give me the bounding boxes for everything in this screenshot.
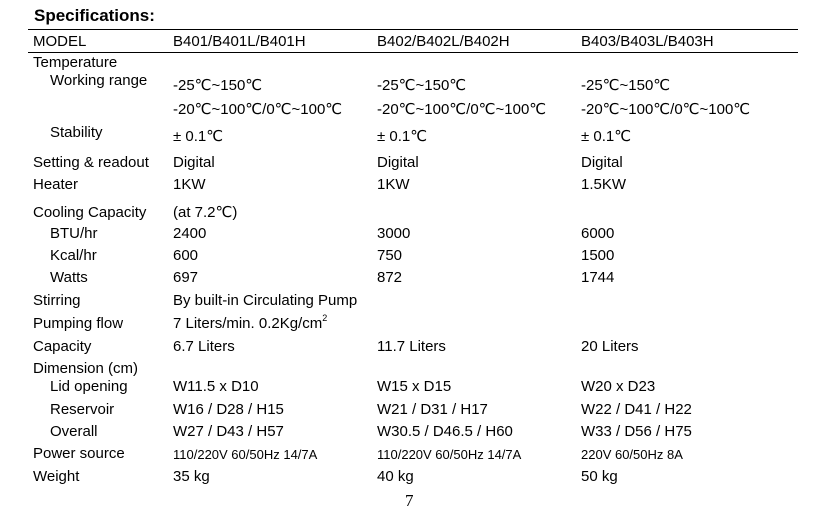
- cooling-capacity-label: Cooling Capacity: [33, 204, 147, 221]
- setting-readout-b403: Digital: [581, 154, 623, 171]
- reservoir-b402: W21 / D31 / H17: [377, 401, 488, 418]
- table-top-rule: [28, 29, 798, 30]
- capacity-b402: 11.7 Liters: [377, 338, 446, 355]
- reservoir-b401: W16 / D28 / H15: [173, 401, 284, 418]
- kcal-b401: 600: [173, 247, 199, 264]
- working-range-b402-line1: -25℃~150℃: [377, 77, 467, 94]
- btu-label: BTU/hr: [50, 225, 98, 242]
- page-number: 7: [405, 491, 414, 510]
- pumping-flow-value: [173, 315, 327, 333]
- heater-b402: 1KW: [377, 176, 410, 193]
- power-source-b403: 220V 60/50Hz 8A: [581, 447, 683, 462]
- setting-readout-b401: Digital: [173, 154, 215, 171]
- power-source-b401: 110/220V 60/50Hz 14/7A: [173, 447, 318, 462]
- power-source-b402: 110/220V 60/50Hz 14/7A: [377, 447, 522, 462]
- weight-b401: 35 kg: [173, 468, 210, 485]
- heater-b403: 1.5KW: [581, 176, 627, 193]
- working-range-b403-line2: -20℃~100℃/0℃~100℃: [581, 101, 751, 118]
- capacity-b403: 20 Liters: [581, 338, 639, 355]
- overall-b402: W30.5 / D46.5 / H60: [377, 423, 513, 440]
- heater-b401: 1KW: [173, 176, 206, 193]
- watts-b401: 697: [173, 269, 199, 286]
- btu-b402: 3000: [377, 225, 411, 242]
- power-source-label: Power source: [33, 445, 125, 462]
- working-range-b401-line1: -25℃~150℃: [173, 77, 263, 94]
- dimension-label: Dimension (cm): [33, 360, 139, 377]
- watts-b403: 1744: [581, 269, 615, 286]
- header-model: MODEL: [33, 33, 87, 50]
- kcal-label: Kcal/hr: [50, 247, 97, 264]
- working-range-label: Working range: [50, 72, 148, 89]
- header-b403: B403/B403L/B403H: [581, 33, 714, 50]
- watts-label: Watts: [50, 269, 88, 286]
- reservoir-b403: W22 / D41 / H22: [581, 401, 692, 418]
- weight-label: Weight: [33, 468, 80, 485]
- lid-opening-b401: W11.5 x D10: [173, 378, 259, 395]
- page-title: Specifications:: [34, 6, 155, 25]
- setting-readout-b402: Digital: [377, 154, 419, 171]
- lid-opening-label: Lid opening: [50, 378, 128, 395]
- header-bottom-rule: [28, 52, 798, 53]
- stability-b403: ± 0.1℃: [581, 128, 632, 145]
- capacity-b401: 6.7 Liters: [173, 338, 235, 355]
- watts-b402: 872: [377, 269, 403, 286]
- setting-readout-label: Setting & readout: [33, 154, 149, 171]
- kcal-b402: 750: [377, 247, 403, 264]
- pumping-flow-text: 7 Liters/min. 0.2Kg/cm: [173, 315, 323, 332]
- pumping-flow-superscript: 2: [322, 313, 328, 323]
- capacity-label: Capacity: [33, 338, 92, 355]
- header-b402: B402/B402L/B402H: [377, 33, 510, 50]
- btu-b401: 2400: [173, 225, 207, 242]
- pumping-flow-label: Pumping flow: [33, 315, 124, 332]
- header-b401: B401/B401L/B401H: [173, 33, 306, 50]
- stability-b401: ± 0.1℃: [173, 128, 224, 145]
- weight-b403: 50 kg: [581, 468, 618, 485]
- kcal-b403: 1500: [581, 247, 615, 264]
- reservoir-label: Reservoir: [50, 401, 115, 418]
- stability-b402: ± 0.1℃: [377, 128, 428, 145]
- btu-b403: 6000: [581, 225, 615, 242]
- cooling-capacity-note: (at 7.2℃): [173, 204, 238, 221]
- overall-label: Overall: [50, 423, 98, 440]
- overall-b401: W27 / D43 / H57: [173, 423, 284, 440]
- stirring-label: Stirring: [33, 292, 81, 309]
- lid-opening-b403: W20 x D23: [581, 378, 656, 395]
- temperature-label: Temperature: [33, 54, 118, 71]
- weight-b402: 40 kg: [377, 468, 414, 485]
- working-range-b402-line2: -20℃~100℃/0℃~100℃: [377, 101, 547, 118]
- working-range-b401-line2: -20℃~100℃/0℃~100℃: [173, 101, 343, 118]
- heater-label: Heater: [33, 176, 79, 193]
- stirring-value: By built-in Circulating Pump: [173, 292, 358, 309]
- lid-opening-b402: W15 x D15: [377, 378, 452, 395]
- stability-label: Stability: [50, 124, 103, 141]
- overall-b403: W33 / D56 / H75: [581, 423, 692, 440]
- working-range-b403-line1: -25℃~150℃: [581, 77, 671, 94]
